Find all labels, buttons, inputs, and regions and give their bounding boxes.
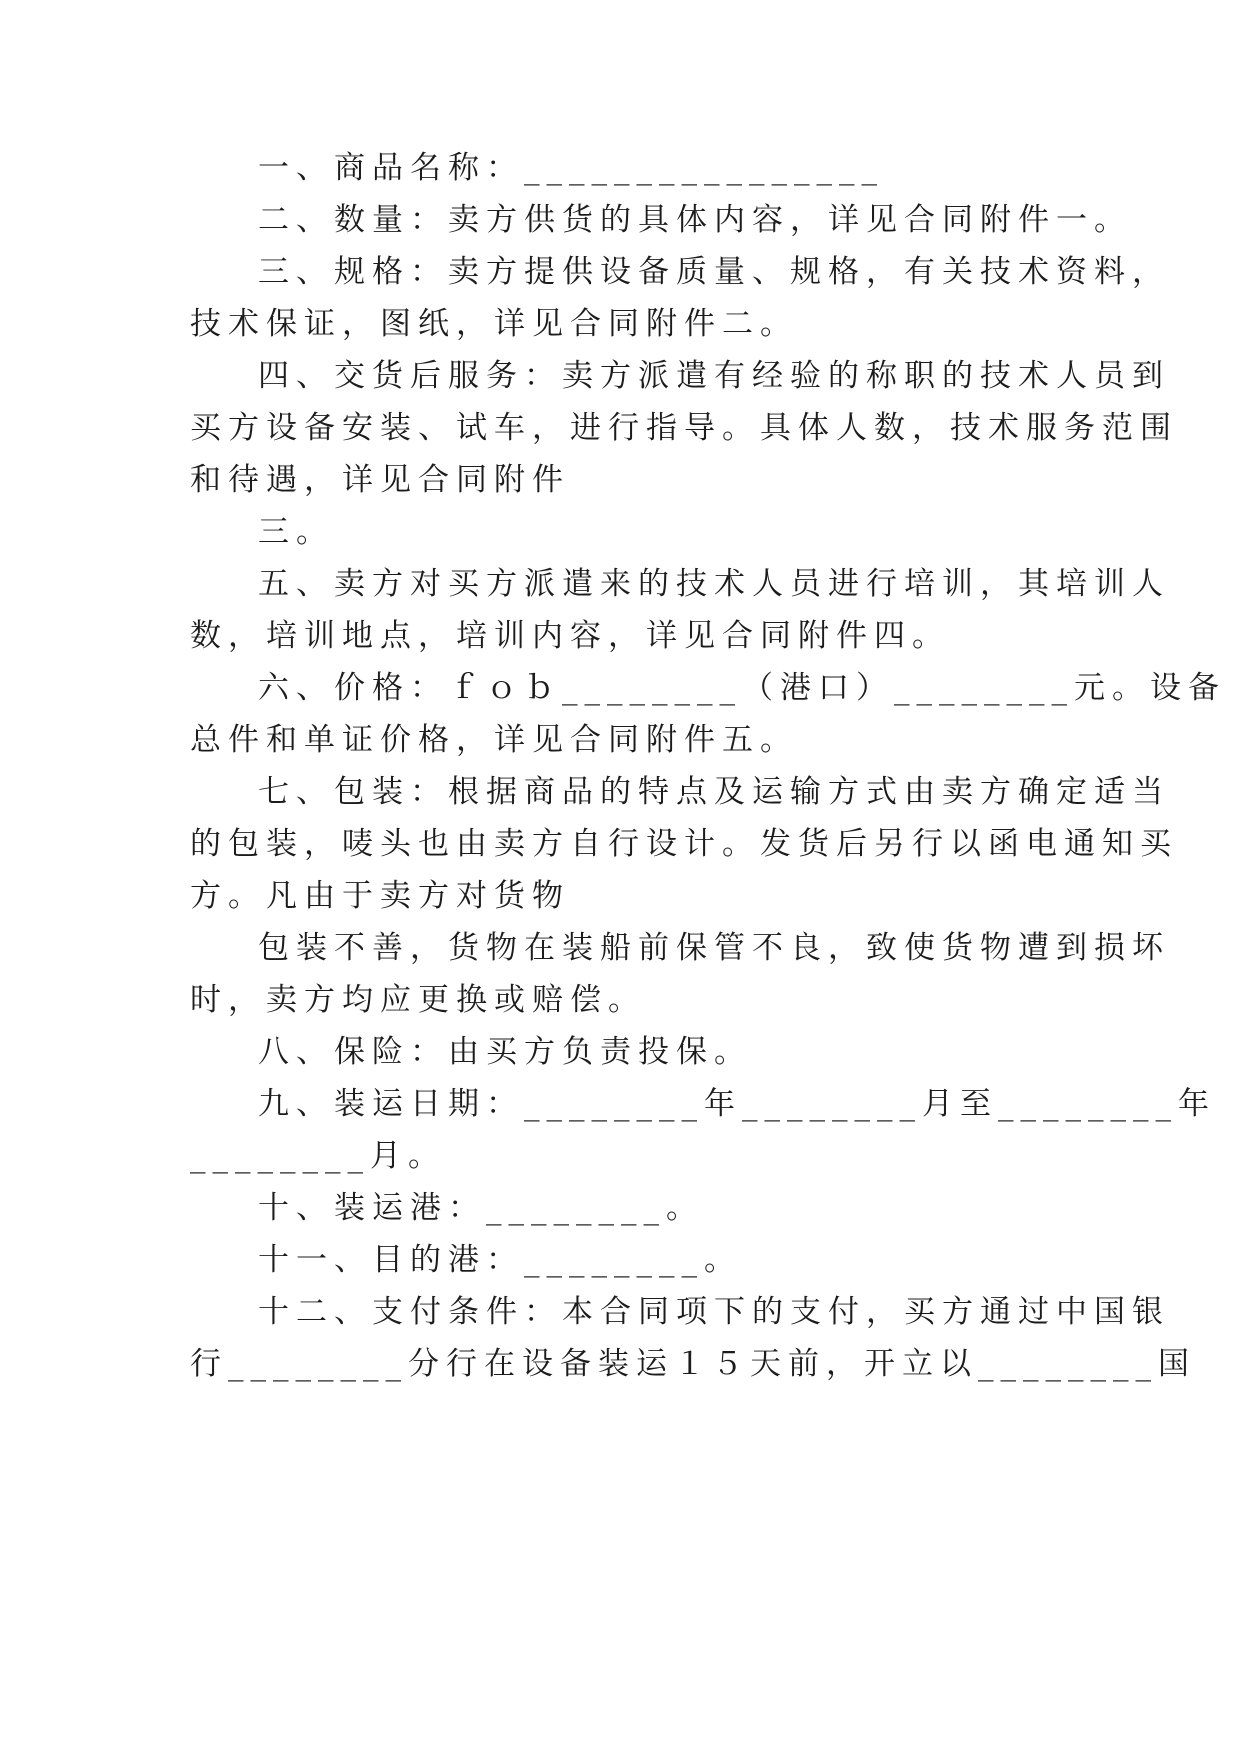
- clause-7-continued: 时，卖方均应更换或赔偿。: [190, 982, 646, 1018]
- clause-6-price: 六、价格：ｆｏｂ________（港口）________元。设备: [258, 670, 1226, 706]
- clause-7-continued: 的包装，唛头也由卖方自行设计。发货后另行以函电通知买: [190, 826, 1178, 862]
- clause-4-continued: 买方设备安装、试车，进行指导。具体人数，技术服务范围: [190, 410, 1178, 446]
- clause-10-port-of-loading: 十、装运港：________。: [258, 1190, 704, 1226]
- clause-8-insurance: 八、保险：由买方负责投保。: [258, 1034, 752, 1070]
- clause-7-packing: 七、包装：根据商品的特点及运输方式由卖方确定适当: [258, 774, 1170, 810]
- clause-12-payment-terms: 十二、支付条件：本合同项下的支付，买方通过中国银: [258, 1294, 1170, 1330]
- clause-9-shipment-date: 九、装运日期：________年________月至________年: [258, 1086, 1216, 1122]
- clause-12-continued: 行________分行在设备装运１５天前，开立以________国: [190, 1346, 1196, 1382]
- clause-4-continued: 三。: [258, 514, 334, 550]
- clause-3-continued: 技术保证，图纸，详见合同附件二。: [190, 306, 798, 342]
- clause-3-specification: 三、规格：卖方提供设备质量、规格，有关技术资料，: [258, 254, 1170, 290]
- clause-11-port-of-destination: 十一、目的港：________。: [258, 1242, 742, 1278]
- clause-2-quantity: 二、数量：卖方供货的具体内容，详见合同附件一。: [258, 202, 1132, 238]
- clause-5-continued: 数，培训地点，培训内容，详见合同附件四。: [190, 618, 950, 654]
- clause-9-continued: ________月。: [190, 1138, 446, 1174]
- clause-4-after-sales-service: 四、交货后服务：卖方派遣有经验的称职的技术人员到: [258, 358, 1170, 394]
- clause-7-continued: 方。凡由于卖方对货物: [190, 878, 570, 914]
- clause-4-continued: 和待遇，详见合同附件: [190, 462, 570, 498]
- clause-6-continued: 总件和单证价格，详见合同附件五。: [190, 722, 798, 758]
- clause-5-training: 五、卖方对买方派遣来的技术人员进行培训，其培训人: [258, 566, 1170, 602]
- clause-7-continued: 包装不善，货物在装船前保管不良，致使货物遭到损坏: [258, 930, 1170, 966]
- clause-1-product-name: 一、商品名称：________________: [258, 150, 884, 186]
